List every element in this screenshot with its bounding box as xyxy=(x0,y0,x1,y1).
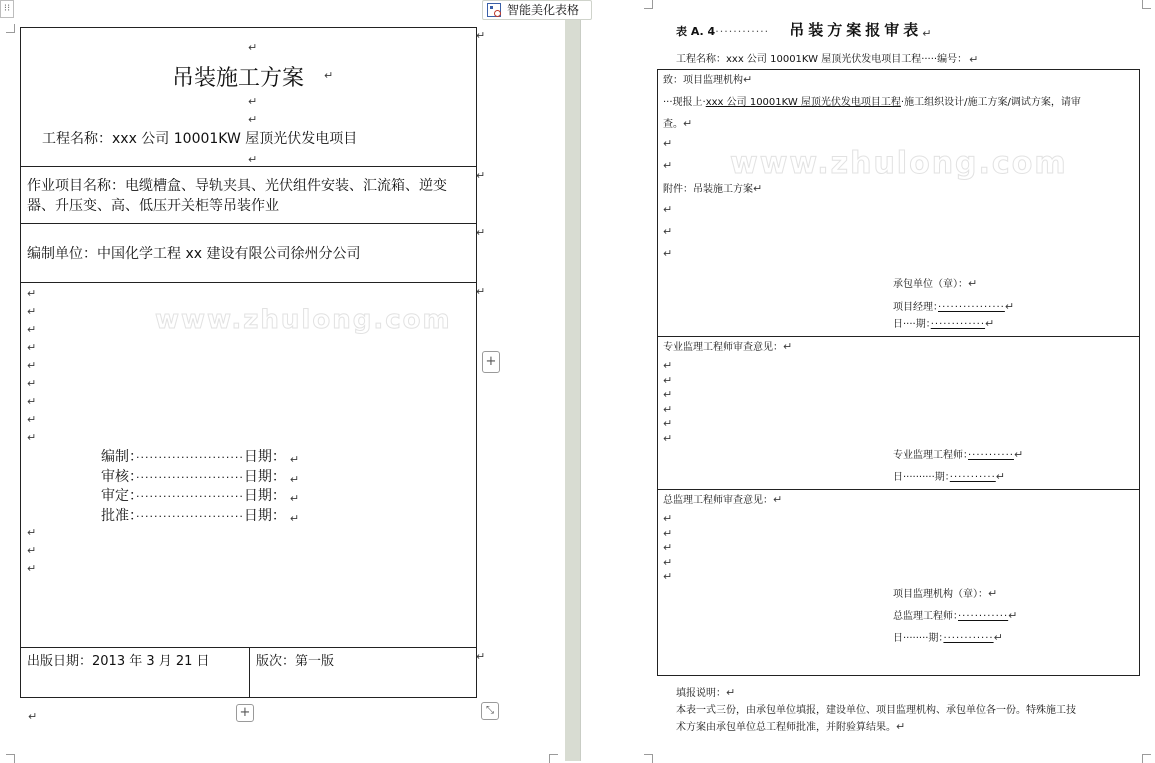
smart-beautify-label: 智能美化表格 xyxy=(507,3,580,17)
paragraph-mark: ↵ xyxy=(773,493,783,506)
addressee xyxy=(663,71,752,86)
date-dots: ············ xyxy=(943,633,994,644)
paragraph-mark: ↵ xyxy=(922,27,932,40)
project-manager-dots: ················ xyxy=(938,302,1005,313)
paragraph-mark: ↵ xyxy=(995,470,1005,483)
attachment-text: 附件：吊装施工方案 xyxy=(663,184,753,195)
specialist-review xyxy=(663,338,792,353)
row-divider xyxy=(657,336,1139,337)
date-label: 日期： xyxy=(243,449,286,465)
paragraph-mark: ↵ xyxy=(663,512,673,525)
page-divider xyxy=(580,0,581,761)
paragraph-mark: ↵ xyxy=(663,137,673,150)
paragraph-mark: ↵ xyxy=(289,472,300,486)
notes-line1: 本表一式三份，由承包单位填报，建设单位、项目监理机构、承包单位各一份。特殊施工技 xyxy=(676,705,1076,716)
paragraph-mark: ↵ xyxy=(743,73,753,86)
page-gutter xyxy=(565,0,581,761)
col-divider xyxy=(249,647,250,697)
date-label: 日期： xyxy=(243,468,286,485)
signature-label: 审定： xyxy=(101,488,136,504)
paragraph-mark: ↵ xyxy=(27,323,37,336)
paragraph-mark: ↵ xyxy=(248,95,258,108)
paragraph-mark: ↵ xyxy=(969,53,979,66)
chief-org-label: 项目监理机构（章）： xyxy=(893,589,988,600)
attachment xyxy=(663,180,762,195)
paragraph-mark: ↵ xyxy=(248,41,258,54)
row-end-mark: ↵ xyxy=(476,29,486,42)
paragraph-mark: ↵ xyxy=(28,710,38,723)
chief-review-label: 总监理工程师审查意见： xyxy=(663,495,773,506)
compiling-unit: 编制单位：中国化学工程 xx 建设有限公司徐州分公司 xyxy=(27,246,361,262)
row-divider xyxy=(20,647,476,648)
paragraph-mark: ↵ xyxy=(783,340,793,353)
paragraph-mark: ↵ xyxy=(1008,609,1018,622)
empty-paragraphs xyxy=(663,360,675,448)
paragraph-mark: ↵ xyxy=(27,413,37,426)
page-corner-mark xyxy=(549,754,558,763)
paragraph-mark: ↵ xyxy=(663,225,673,238)
page-corner-mark xyxy=(644,0,653,9)
work-item-line2: 器、升压变、高、低压开关柜等吊装作业 xyxy=(27,198,279,214)
paragraph-mark: ↵ xyxy=(663,247,673,260)
project-line: 工程名称：xxx 公司 10001KW 屋顶光伏发电项目工程·····编号： xyxy=(676,54,968,65)
date-label: 日··········期： xyxy=(893,472,950,483)
specialist-date-row xyxy=(893,468,1005,483)
paragraph-mark: ↵ xyxy=(896,720,906,733)
form-title: 吊装方案报审表 xyxy=(789,21,923,39)
specialist-engineer-row xyxy=(893,446,1023,461)
paragraph-mark: ↵ xyxy=(663,541,673,555)
submission-prefix: ···现报上· xyxy=(663,97,706,108)
paragraph-mark: ↵ xyxy=(663,159,673,172)
add-row-button[interactable]: + xyxy=(236,704,254,722)
notes-title xyxy=(676,684,735,699)
specialist-engineer-dots: ··········· xyxy=(968,450,1014,461)
row-divider xyxy=(20,166,476,167)
document-title: 吊装施工方案 xyxy=(172,66,305,91)
paragraph-mark: ↵ xyxy=(27,562,37,575)
page-corner-mark xyxy=(1142,0,1151,9)
contractor-seal xyxy=(893,275,977,290)
paragraph-mark: ↵ xyxy=(663,431,673,445)
chief-engineer-label: 总监理工程师： xyxy=(893,611,958,622)
paragraph-mark: ↵ xyxy=(27,377,37,390)
empty-paragraphs xyxy=(27,527,39,581)
empty-paragraphs xyxy=(663,513,675,586)
signature-dots: ························ xyxy=(136,490,244,503)
project-name: 工程名称：xxx 公司 10001KW 屋顶光伏发电项目 xyxy=(42,131,358,147)
table-beautify-icon xyxy=(487,3,501,17)
project-manager-row xyxy=(893,298,1014,313)
specialist-engineer-label: 专业监理工程师： xyxy=(893,450,968,461)
row-divider xyxy=(20,282,476,283)
smart-beautify-table-button[interactable] xyxy=(482,0,592,20)
chief-engineer-dots: ············ xyxy=(958,611,1009,622)
paragraph-mark: ↵ xyxy=(324,69,334,82)
paragraph-mark: ↵ xyxy=(289,511,300,525)
paragraph-mark: ↵ xyxy=(663,388,673,402)
paragraph-mark: ↵ xyxy=(27,287,37,300)
row-end-mark: ↵ xyxy=(476,650,486,663)
submission-line xyxy=(663,93,1081,108)
date-label: 日期： xyxy=(243,507,286,524)
paragraph-mark: ↵ xyxy=(663,373,673,387)
specialist-review-label: 专业监理工程师审查意见： xyxy=(663,342,783,353)
work-item-line1: 作业项目名称：电缆槽盒、导轨夹具、光伏组件安装、汇流箱、逆变 xyxy=(27,178,447,194)
signature-label: 审核： xyxy=(101,468,136,485)
paragraph-mark: ↵ xyxy=(27,526,37,539)
chief-review xyxy=(663,491,782,506)
paragraph-mark: ↵ xyxy=(985,317,995,330)
signature-row xyxy=(101,505,300,525)
notes-title-text: 填报说明： xyxy=(676,688,726,699)
submission-line2-text: 查。 xyxy=(663,119,683,130)
signature-label: 批准： xyxy=(101,507,136,524)
date-label: 日········期： xyxy=(893,633,944,644)
signature-row xyxy=(101,446,300,466)
contractor-label: 承包单位（章）： xyxy=(893,279,968,290)
paragraph-mark: ↵ xyxy=(27,544,37,557)
form-heading xyxy=(676,19,931,40)
paragraph-mark: ↵ xyxy=(753,182,763,195)
paragraph-mark: ↵ xyxy=(993,631,1003,644)
chief-engineer-row xyxy=(893,607,1017,622)
signature-block xyxy=(101,446,300,525)
row-end-mark: ↵ xyxy=(476,226,486,239)
submission-suffix: ·施工组织设计/施工方案/调试方案，请审 xyxy=(900,97,1081,108)
paragraph-mark: ↵ xyxy=(1013,448,1024,461)
paragraph-mark: ↵ xyxy=(663,417,673,431)
page-corner-mark xyxy=(1142,754,1151,763)
chief-org-seal xyxy=(893,585,997,600)
paragraph-mark: ↵ xyxy=(248,113,258,126)
heading-dots: ············ xyxy=(715,25,770,38)
paragraph-mark: ↵ xyxy=(289,453,300,466)
paragraph-mark: ↵ xyxy=(663,402,673,416)
paragraph-mark: ↵ xyxy=(289,492,300,505)
signature-label: 编制： xyxy=(101,449,136,465)
paragraph-mark: ↵ xyxy=(27,359,37,372)
notes-line2-text: 术方案由承包单位总工程师批准，并附验算结果。 xyxy=(676,722,896,733)
submission-project: xxx 公司 10001KW 屋顶光伏发电项目工程 xyxy=(705,97,901,108)
signature-dots: ························ xyxy=(136,451,244,464)
signature-row xyxy=(101,466,300,486)
release-date: 出版日期：2013 年 3 月 21 日 xyxy=(27,654,210,669)
row-end-mark: ↵ xyxy=(476,285,486,298)
paragraph-mark: ↵ xyxy=(988,587,998,600)
paragraph-mark: ↵ xyxy=(968,277,978,290)
table-move-handle-icon[interactable]: ⁝⁝ xyxy=(0,0,14,18)
paragraph-mark: ↵ xyxy=(27,305,37,318)
paragraph-mark: ↵ xyxy=(663,203,673,216)
signature-dots: ························ xyxy=(136,470,244,484)
paragraph-mark: ↵ xyxy=(663,526,673,540)
paragraph-mark: ↵ xyxy=(683,117,693,130)
paragraph-mark: ↵ xyxy=(27,431,37,444)
row-divider xyxy=(20,223,476,224)
form-project-line xyxy=(676,50,979,66)
chief-date-row xyxy=(893,629,1003,644)
resize-table-icon[interactable]: ⤡ xyxy=(481,702,499,720)
row-divider xyxy=(657,489,1139,490)
row-end-mark: ↵ xyxy=(476,169,486,182)
version: 版次：第一版 xyxy=(256,654,335,669)
paragraph-mark: ↵ xyxy=(663,359,673,372)
watermark: www.zhulong.com xyxy=(155,305,452,335)
date-label: 日期： xyxy=(243,488,286,504)
paragraph-mark: ↵ xyxy=(663,555,673,569)
page-corner-mark xyxy=(6,754,15,763)
addressee-text: 致：项目监理机构 xyxy=(663,75,743,86)
add-column-button[interactable]: + xyxy=(482,351,500,373)
paragraph-mark: ↵ xyxy=(726,686,736,699)
empty-paragraphs xyxy=(27,288,39,450)
notes-line2 xyxy=(676,718,905,733)
contractor-date-row xyxy=(893,315,994,330)
paragraph-mark: ↵ xyxy=(27,395,37,408)
table-number: 表 A. 4 xyxy=(676,25,716,38)
paragraph-mark: ↵ xyxy=(663,570,673,584)
watermark: www.zhulong.com xyxy=(730,146,1068,181)
signature-row xyxy=(101,485,300,505)
page-corner-mark xyxy=(644,754,653,763)
submission-line2 xyxy=(663,115,692,130)
date-label: 日····期： xyxy=(893,319,931,330)
paragraph-mark: ↵ xyxy=(1004,300,1015,313)
signature-dots: ························ xyxy=(136,509,244,523)
date-dots: ············· xyxy=(930,319,986,330)
page-corner-mark xyxy=(6,24,15,33)
paragraph-mark: ↵ xyxy=(27,341,37,354)
paragraph-mark: ↵ xyxy=(248,153,258,166)
date-dots: ··········· xyxy=(949,472,996,483)
project-manager-label: 项目经理： xyxy=(893,302,938,313)
